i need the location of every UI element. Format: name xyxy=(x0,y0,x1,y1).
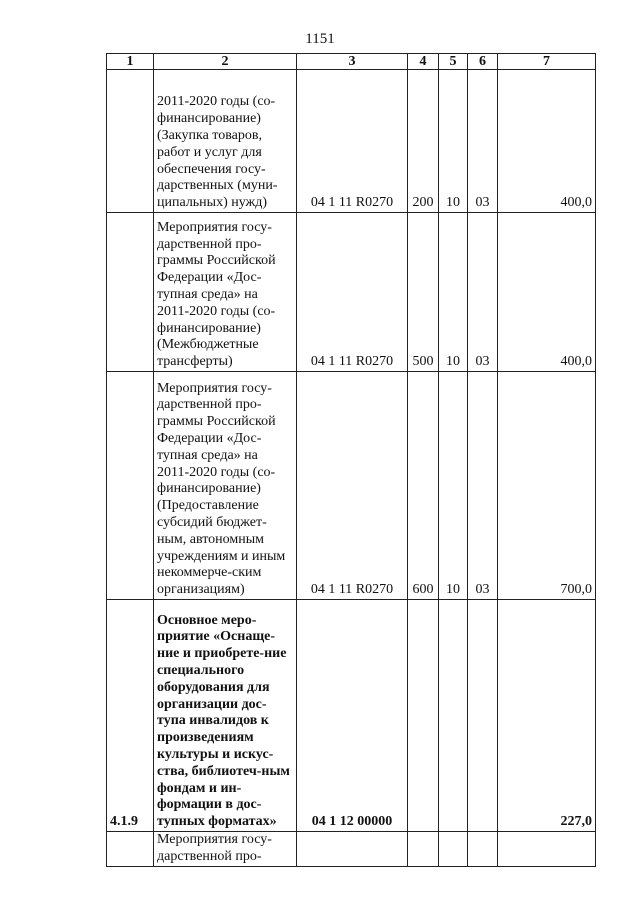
header-row xyxy=(107,54,596,70)
description-cell: Мероприятия госу-дарственной про- xyxy=(154,832,297,867)
subsection-cell xyxy=(468,832,498,867)
subsection-cell: 03 xyxy=(468,70,498,213)
code-cell xyxy=(297,832,408,867)
description-cell: 2011-2020 годы (со-финансирование) (Закупка товаров, работ и услуг для обеспечения госу-дарственных (муни-ципальных) нужд) xyxy=(154,70,297,213)
code-cell: 04 1 11 R0270 xyxy=(297,372,408,600)
budget-table xyxy=(106,53,596,867)
header-col-2: 2 xyxy=(154,54,297,70)
section-cell: 10 xyxy=(439,372,468,600)
section-cell xyxy=(439,832,468,867)
row-number-cell xyxy=(107,372,154,600)
table-row xyxy=(107,600,596,832)
row-number-cell xyxy=(107,832,154,867)
table-row xyxy=(107,213,596,372)
page-number: 1151 xyxy=(305,31,335,47)
header-col-5: 5 xyxy=(439,54,468,70)
expense-type-cell: 200 xyxy=(408,70,439,213)
table-row xyxy=(107,70,596,213)
amount-cell: 227,0 xyxy=(498,600,596,832)
amount-cell: 400,0 xyxy=(498,213,596,372)
row-number-cell xyxy=(107,70,154,213)
code-cell: 04 1 11 R0270 xyxy=(297,213,408,372)
description-cell: Основное меро-приятие «Оснаще-ние и приобрете-ние специального оборудования для организации дос-тупа инвалидов к произведениям культуры и искус-ства, библиотеч-ным фондам и ин-формации в дос-тупных форматах» xyxy=(154,600,297,832)
header-col-4: 4 xyxy=(408,54,439,70)
description-cell: Мероприятия госу-дарственной про-граммы Российской Федерации «Дос-тупная среда» на 2011-2020 годы (со-финансирование) (Предоставление субсидий бюджет-ным, автономным учреждениям и иным некоммерче-ским организациям) xyxy=(154,372,297,600)
section-cell: 10 xyxy=(439,70,468,213)
section-cell: 10 xyxy=(439,213,468,372)
code-cell: 04 1 11 R0270 xyxy=(297,70,408,213)
header-col-1: 1 xyxy=(107,54,154,70)
expense-type-cell xyxy=(408,832,439,867)
subsection-cell: 03 xyxy=(468,213,498,372)
description-cell: Мероприятия госу-дарственной про-граммы Российской Федерации «Дос-тупная среда» на 2011-2020 годы (со-финансирование) (Межбюджетные трансферты) xyxy=(154,213,297,372)
section-cell xyxy=(439,600,468,832)
header-col-3: 3 xyxy=(297,54,408,70)
table-row xyxy=(107,832,596,867)
table-row xyxy=(107,372,596,600)
row-number-cell: 4.1.9 xyxy=(107,600,154,832)
amount-cell: 700,0 xyxy=(498,372,596,600)
subsection-cell: 03 xyxy=(468,372,498,600)
expense-type-cell: 500 xyxy=(408,213,439,372)
amount-cell xyxy=(498,832,596,867)
expense-type-cell xyxy=(408,600,439,832)
code-cell: 04 1 12 00000 xyxy=(297,600,408,832)
amount-cell: 400,0 xyxy=(498,70,596,213)
subsection-cell xyxy=(468,600,498,832)
row-number-cell xyxy=(107,213,154,372)
expense-type-cell: 600 xyxy=(408,372,439,600)
header-col-6: 6 xyxy=(468,54,498,70)
header-col-7: 7 xyxy=(498,54,596,70)
